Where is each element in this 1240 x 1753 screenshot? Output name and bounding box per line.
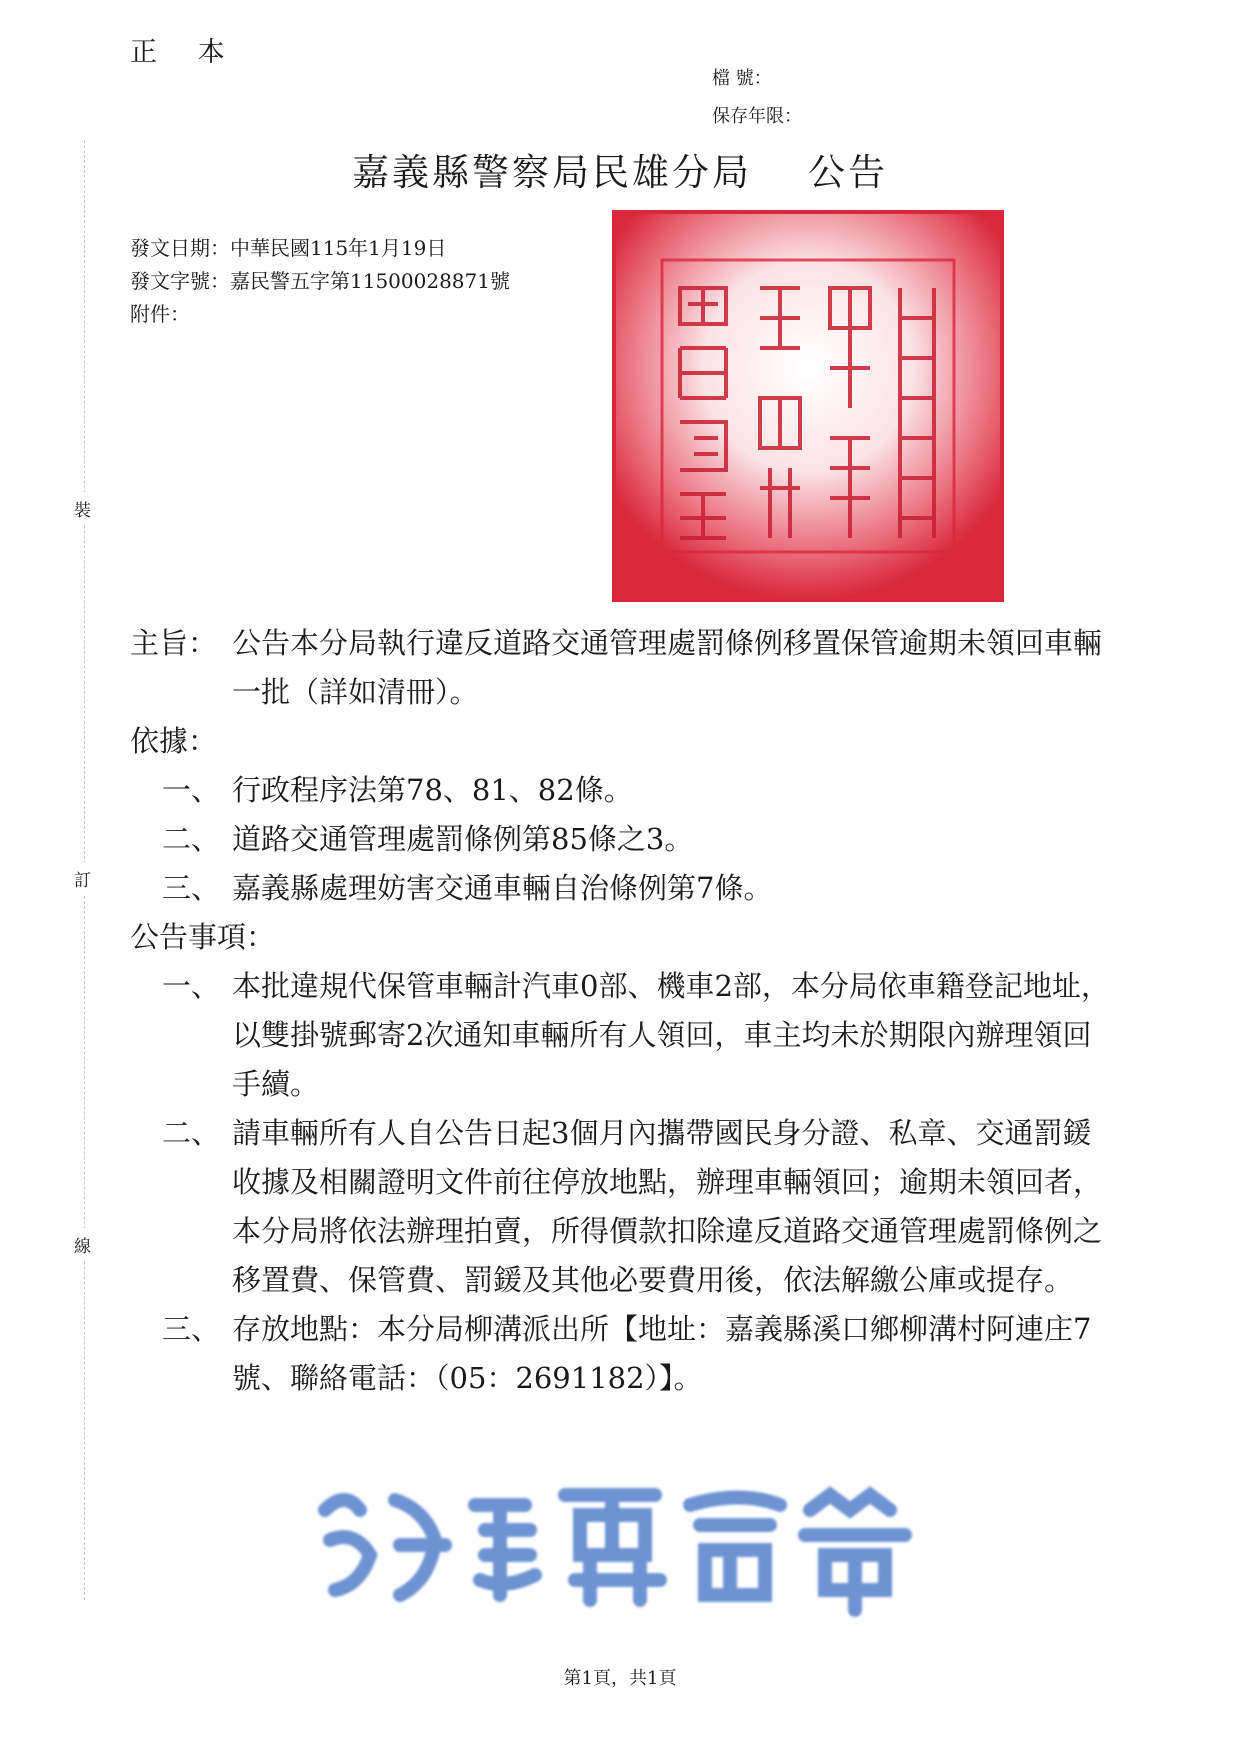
basis-item-number: 三、 <box>162 871 221 905</box>
basis-item-text: 嘉義縣處理妨害交通車輛自治條例第7條。 <box>232 871 773 905</box>
notice-item <box>130 1305 1110 1403</box>
binding-mark-xian: 線 <box>74 1228 91 1261</box>
notice-item-number: 一、 <box>162 969 221 1003</box>
file-number-label: 檔 號： <box>712 68 772 89</box>
notice-item-number: 三、 <box>162 1312 221 1346</box>
basis-item-text: 道路交通管理處罰條例第85條之3。 <box>232 822 694 856</box>
issue-info <box>130 232 510 331</box>
notice-item-number: 二、 <box>162 1116 221 1150</box>
basis-label: 依據： <box>130 724 218 758</box>
notice-item <box>130 1109 1110 1305</box>
basis-item <box>130 864 1110 913</box>
file-meta <box>712 60 802 136</box>
notice-item-text: 請車輛所有人自公告日起3個月內攜帶國民身分證、私章、交通罰鍰收據及相關證明文件前往停放地點，辦理車輛領回；逾期未領回者，本分局將依法辦理拍賣，所得價款扣除違反道路交通管理處罰條例之移置費、保管費、罰鍰及其他必要費用後，依法解繳公庫或提存。 <box>232 1116 1103 1297</box>
document-body <box>130 619 1110 1403</box>
seal-body <box>614 212 1002 600</box>
basis-item <box>130 815 1110 864</box>
original-copy-mark: 正 本 <box>130 37 241 68</box>
subject-label: 主旨： <box>130 626 218 660</box>
director-signature-stamp <box>300 1470 940 1620</box>
basis-item-number: 一、 <box>162 773 221 807</box>
basis-item <box>130 766 1110 815</box>
subject-text: 公告本分局執行違反道路交通管理處罰條例移置保管逾期未領回車輛一批（詳如清冊）。 <box>232 626 1103 709</box>
basis-item-text: 行政程序法第78、81、82條。 <box>232 773 633 807</box>
notice-label: 公告事項： <box>130 920 276 954</box>
agency-name: 嘉義縣警察局民雄分局 <box>352 151 752 194</box>
issue-date: 發文日期：中華民國115年1月19日 <box>130 236 447 260</box>
issue-number: 發文字號：嘉民警五字第11500028871號 <box>130 269 510 293</box>
notice-item-text: 存放地點：本分局柳溝派出所【地址：嘉義縣溪口鄉柳溝村阿連庄7號、聯絡電話：（05：2691182）】。 <box>232 1312 1092 1395</box>
official-seal <box>610 208 1006 604</box>
signature-strokes <box>325 1495 905 1610</box>
binding-mark-zhuang: 裝 <box>74 492 91 525</box>
notice-item <box>130 962 1110 1109</box>
document-title <box>0 142 1240 196</box>
binding-mark-ding: 訂 <box>74 862 91 895</box>
page-number: 第1頁，共1頁 <box>563 1668 677 1689</box>
retention-period-label: 保存年限： <box>712 106 802 127</box>
basis-item-number: 二、 <box>162 822 221 856</box>
notice-item-text: 本批違規代保管車輛計汽車0部、機車2部，本分局依車籍登記地址，以雙掛號郵寄2次通知車輛所有人領回，車主均未於期限內辦理領回手續。 <box>232 969 1110 1101</box>
document-type: 公告 <box>808 151 888 194</box>
subject-section <box>130 619 1110 717</box>
attachment-label: 附件： <box>130 302 190 326</box>
